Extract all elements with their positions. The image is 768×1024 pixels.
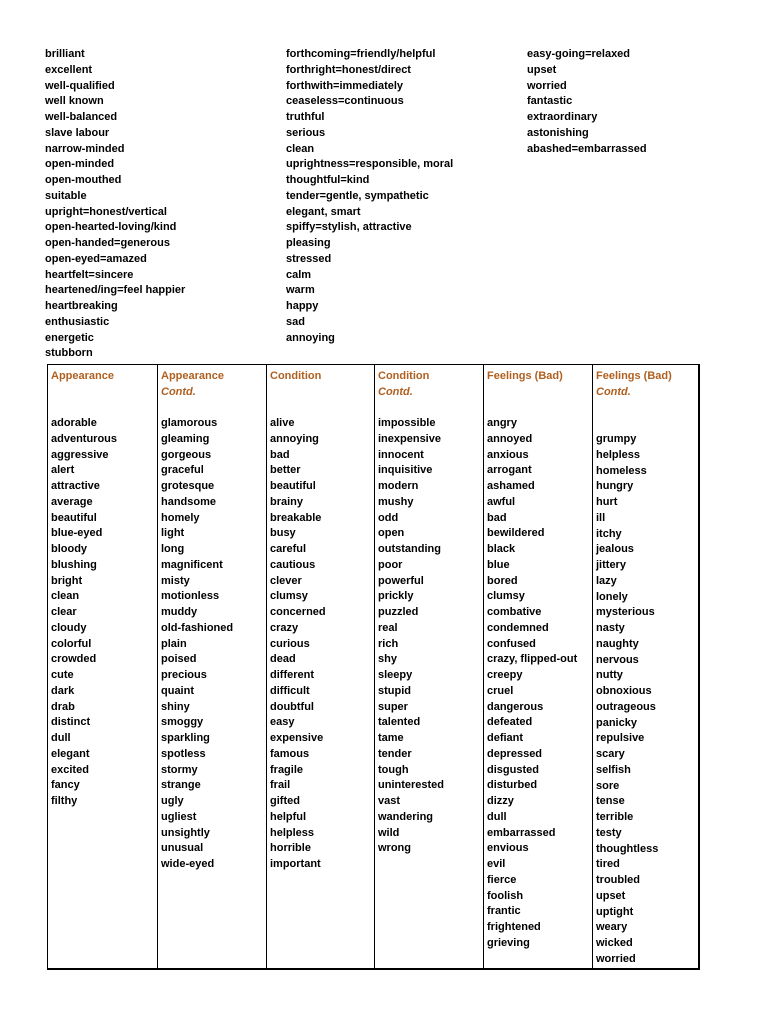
word-item: bad (270, 448, 290, 461)
column-header-contd: Contd. (596, 386, 631, 398)
word-item: anxious (487, 448, 529, 461)
word-item: wandering (378, 810, 434, 823)
column-header-contd (270, 384, 374, 400)
word-item: abashed=embarrassed (527, 142, 647, 155)
word-item: open-eyed=amazed (45, 252, 147, 265)
word-item: wild (378, 826, 400, 839)
table-column-condition (266, 365, 374, 968)
word-item: ceaseless=continuous (286, 95, 404, 108)
word-item: frantic (487, 905, 521, 918)
word-item: open-minded (45, 158, 115, 171)
word-item: dull (51, 732, 71, 744)
word-item: modern (378, 480, 419, 492)
word-item: long (161, 543, 185, 555)
word-item: scary (596, 748, 625, 760)
word-item: strange (161, 779, 201, 792)
word-item: sad (286, 315, 305, 328)
word-item: energetic (45, 331, 94, 344)
word-item: thoughtful=kind (286, 174, 370, 186)
word-item: forthcoming=friendly/helpful (286, 48, 436, 60)
word-list (378, 416, 483, 857)
word-item: open-hearted-loving/kind (45, 221, 177, 234)
word-item: crazy (270, 621, 299, 634)
word-item: ashamed (487, 480, 535, 492)
word-item: vast (378, 795, 401, 807)
word-item: inexpensive (378, 432, 441, 445)
word-item: fantastic (527, 95, 573, 108)
word-item: repulsive (596, 732, 645, 745)
word-item: mysterious (596, 606, 655, 619)
column-header-contd: Contd. (378, 386, 413, 398)
word-item: evil (487, 858, 506, 870)
word-item: grumpy (596, 433, 637, 445)
word-item: grieving (487, 936, 530, 949)
word-item: outrageous (596, 700, 656, 713)
word-item: impossible (378, 417, 436, 429)
word-item: frail (270, 779, 291, 792)
word-item: busy (270, 527, 296, 540)
word-item: powerful (378, 574, 424, 587)
word-item: motionless (161, 590, 220, 603)
word-item: heartbreaking (45, 300, 118, 312)
word-item: wrong (378, 842, 411, 855)
word-item: colorful (51, 637, 92, 650)
word-item: brainy (270, 495, 304, 508)
column-header-contd: Contd. (161, 386, 196, 398)
word-item: jittery (596, 559, 626, 571)
word-item: defiant (487, 732, 524, 744)
word-item: uptight (596, 905, 634, 918)
word-item: clean (51, 590, 80, 603)
word-item: wide-eyed (161, 858, 215, 870)
word-item: muddy (161, 606, 198, 618)
word-item: gifted (270, 795, 300, 807)
word-item: aggressive (51, 448, 109, 461)
word-item: elegant, smart (286, 205, 361, 218)
word-item: clear (51, 606, 77, 618)
word-item: panicky (596, 716, 637, 729)
word-item: heartfelt=sincere (45, 268, 134, 281)
word-item: alive (270, 417, 295, 429)
word-item: narrow-minded (45, 142, 125, 155)
word-item: odd (378, 511, 399, 524)
word-item: annoying (270, 432, 319, 445)
column-header: Feelings (Bad) (487, 370, 563, 382)
word-item: unusual (161, 842, 204, 855)
word-item: clumsy (487, 590, 525, 603)
word-item: outstanding (378, 543, 441, 555)
word-item: homeless (596, 464, 647, 477)
word-item: clever (270, 574, 302, 587)
word-item: ugliest (161, 810, 197, 823)
word-item: poised (161, 653, 197, 666)
word-item: talented (378, 716, 421, 729)
word-item: hurt (596, 496, 618, 508)
word-item: light (161, 527, 185, 540)
column-header: Appearance (161, 370, 224, 382)
word-item: cloudy (51, 621, 87, 634)
word-item: fancy (51, 779, 80, 792)
word-list-column-1 (45, 47, 185, 362)
word-item: spotless (161, 747, 206, 760)
word-item: stressed (286, 252, 332, 265)
word-item: average (51, 495, 93, 508)
word-item: forthright=honest/direct (286, 63, 411, 76)
word-item: nasty (596, 622, 625, 634)
word-item: naughty (596, 637, 639, 650)
word-item: open (378, 527, 405, 540)
word-item: precious (161, 669, 207, 681)
word-item: helpful (270, 810, 307, 823)
word-item: angry (487, 417, 517, 429)
table-column-feelings-bad (483, 365, 592, 968)
word-item: clean (286, 142, 315, 155)
word-item: misty (161, 574, 190, 587)
table-column-appearance (48, 365, 157, 968)
word-item: astonishing (527, 126, 589, 139)
word-item: doubtful (270, 700, 314, 713)
word-item: crazy, flipped-out (487, 653, 578, 666)
word-item: fierce (487, 873, 517, 886)
word-item: slave labour (45, 126, 110, 139)
word-item: fragile (270, 763, 304, 776)
word-item: easy-going=relaxed (527, 48, 631, 60)
word-item: quaint (161, 684, 194, 697)
word-item: sore (596, 779, 620, 792)
word-list (596, 432, 699, 968)
word-item: spiffy=stylish, attractive (286, 221, 412, 234)
word-item: upset (527, 63, 557, 76)
word-item: troubled (596, 874, 640, 886)
word-item: gorgeous (161, 448, 212, 461)
word-item: glamorous (161, 417, 218, 429)
word-item: upset (596, 889, 626, 902)
word-item: lonely (596, 590, 628, 603)
word-item: terrible (596, 811, 634, 823)
word-list (51, 416, 157, 810)
word-item: annoyed (487, 432, 533, 445)
word-list (487, 416, 592, 952)
word-item: confused (487, 637, 536, 650)
word-item: bored (487, 574, 518, 587)
word-item: dizzy (487, 795, 514, 807)
word-item: thoughtless (596, 842, 659, 855)
word-item: itchy (596, 527, 622, 540)
column-header: Condition (270, 370, 322, 382)
word-item: open-mouthed (45, 174, 122, 186)
word-item: hungry (596, 480, 634, 493)
word-item: horrible (270, 842, 311, 855)
word-item: cruel (487, 684, 514, 697)
word-item: famous (270, 747, 310, 760)
word-item: grotesque (161, 480, 215, 492)
word-item: adventurous (51, 432, 118, 445)
column-header: Feelings (Bad) (596, 370, 672, 382)
word-item: annoying (286, 331, 335, 344)
word-item: stormy (161, 763, 198, 776)
word-item: attractive (51, 480, 100, 492)
word-item: stubborn (45, 347, 93, 360)
word-item: open-handed=generous (45, 237, 170, 249)
word-item: bright (51, 574, 83, 587)
word-item: rich (378, 637, 399, 650)
word-item: sparkling (161, 732, 210, 744)
word-item: dead (270, 653, 296, 666)
word-item: innocent (378, 448, 424, 461)
word-item: frightened (487, 921, 541, 933)
word-item: helpless (270, 826, 315, 839)
word-item: distinct (51, 716, 91, 729)
word-item: selfish (596, 763, 631, 776)
word-item: poor (378, 558, 403, 571)
word-item: testy (596, 826, 622, 839)
word-item: filthy (51, 795, 78, 807)
word-item: easy (270, 716, 295, 729)
word-item: tender (378, 747, 412, 760)
column-header: Appearance (51, 370, 114, 382)
word-item: serious (286, 126, 326, 139)
word-item: extraordinary (527, 111, 598, 123)
word-item: embarrassed (487, 826, 556, 839)
word-item: clumsy (270, 590, 308, 603)
word-item: alert (51, 464, 75, 477)
word-item: awful (487, 495, 516, 508)
word-item: real (378, 621, 398, 634)
word-item: bloody (51, 543, 88, 555)
word-item: heartened/ing=feel happier (45, 284, 186, 297)
word-item: bad (487, 511, 507, 524)
word-item: stupid (378, 684, 411, 697)
word-item: super (378, 700, 408, 713)
word-item: crowded (51, 653, 97, 666)
word-item: disturbed (487, 779, 538, 792)
column-header: Condition (378, 370, 430, 382)
word-item: creepy (487, 669, 523, 681)
word-item: nervous (596, 653, 639, 666)
word-item: envious (487, 842, 529, 855)
word-item: suitable (45, 189, 87, 202)
word-item: mushy (378, 495, 414, 508)
word-item: adorable (51, 417, 97, 429)
word-item: cute (51, 669, 74, 681)
word-item: blue (487, 558, 510, 571)
word-item: breakable (270, 511, 322, 524)
word-item: careful (270, 543, 307, 555)
word-item: combative (487, 606, 542, 618)
word-item: foolish (487, 889, 524, 902)
word-item: black (487, 543, 516, 555)
word-item: well-qualified (45, 79, 115, 92)
table-column-feelings-bad-contd (592, 365, 699, 968)
word-item: truthful (286, 111, 325, 123)
word-item: condemned (487, 621, 549, 634)
word-item: dangerous (487, 700, 544, 713)
word-item: brilliant (45, 48, 85, 60)
word-item: well known (45, 95, 104, 108)
word-item: expensive (270, 732, 324, 744)
word-item: happy (286, 300, 319, 312)
word-item: dull (487, 810, 507, 823)
word-item: blushing (51, 558, 97, 571)
word-item: difficult (270, 684, 310, 697)
word-item: handsome (161, 495, 217, 508)
word-item: obnoxious (596, 685, 652, 697)
word-item: cautious (270, 558, 316, 571)
word-item: beautiful (270, 480, 316, 492)
word-item: calm (286, 268, 312, 281)
word-item: pleasing (286, 237, 331, 249)
word-item: elegant (51, 747, 90, 760)
word-item: enthusiastic (45, 315, 110, 328)
word-item: tense (596, 795, 625, 808)
word-item: shy (378, 653, 397, 666)
column-header-contd (51, 384, 157, 400)
word-item: ill (596, 511, 606, 524)
column-header-contd (487, 384, 592, 400)
word-item: drab (51, 700, 75, 713)
word-item: ugly (161, 795, 184, 807)
word-item: homely (161, 511, 200, 524)
word-item: nutty (596, 669, 623, 682)
adjective-table (47, 364, 700, 970)
word-item: warm (286, 284, 315, 297)
table-column-appearance-contd (157, 365, 266, 968)
word-item: arrogant (487, 464, 532, 477)
word-item: magnificent (161, 558, 223, 571)
word-item: tender=gentle, sympathetic (286, 189, 429, 202)
word-item: forthwith=immediately (286, 79, 404, 92)
word-item: unsightly (161, 826, 210, 839)
word-list (161, 416, 266, 873)
word-item: tired (596, 858, 620, 871)
word-list-column-2 (286, 47, 453, 346)
word-item: defeated (487, 716, 533, 729)
word-item: bewildered (487, 527, 545, 540)
word-item: well-balanced (45, 111, 118, 123)
word-item: excited (51, 763, 89, 776)
word-item: old-fashioned (161, 621, 234, 634)
word-item: tame (378, 732, 404, 744)
word-item: different (270, 669, 314, 681)
word-item: better (270, 464, 301, 477)
word-item: inquisitive (378, 464, 433, 477)
word-item: disgusted (487, 763, 539, 776)
word-item: plain (161, 637, 187, 650)
word-item: graceful (161, 464, 204, 477)
word-item: excellent (45, 63, 93, 76)
word-list-column-3 (527, 47, 647, 157)
word-item: tough (378, 763, 409, 776)
word-item: puzzled (378, 606, 419, 618)
word-item: uninterested (378, 779, 445, 792)
word-item: shiny (161, 700, 190, 713)
word-item: prickly (378, 590, 414, 603)
word-list (270, 416, 374, 873)
word-item: blue-eyed (51, 527, 103, 540)
word-item: lazy (596, 574, 617, 587)
word-item: helpless (596, 448, 641, 461)
word-item: sleepy (378, 669, 413, 681)
word-item: wicked (596, 937, 633, 949)
word-item: depressed (487, 747, 543, 760)
word-item: upright=honest/vertical (45, 205, 167, 218)
table-column-condition-contd (374, 365, 483, 968)
word-item: beautiful (51, 511, 97, 524)
word-item: uprightness=responsible, moral (286, 158, 454, 171)
word-item: worried (596, 952, 636, 965)
word-item: dark (51, 684, 75, 697)
word-item: jealous (596, 543, 634, 556)
word-item: important (270, 858, 321, 870)
word-item: curious (270, 637, 310, 650)
word-item: smoggy (161, 716, 204, 729)
word-item: weary (596, 921, 628, 934)
word-item: gleaming (161, 432, 210, 445)
word-item: worried (527, 79, 567, 92)
word-item: concerned (270, 606, 326, 618)
